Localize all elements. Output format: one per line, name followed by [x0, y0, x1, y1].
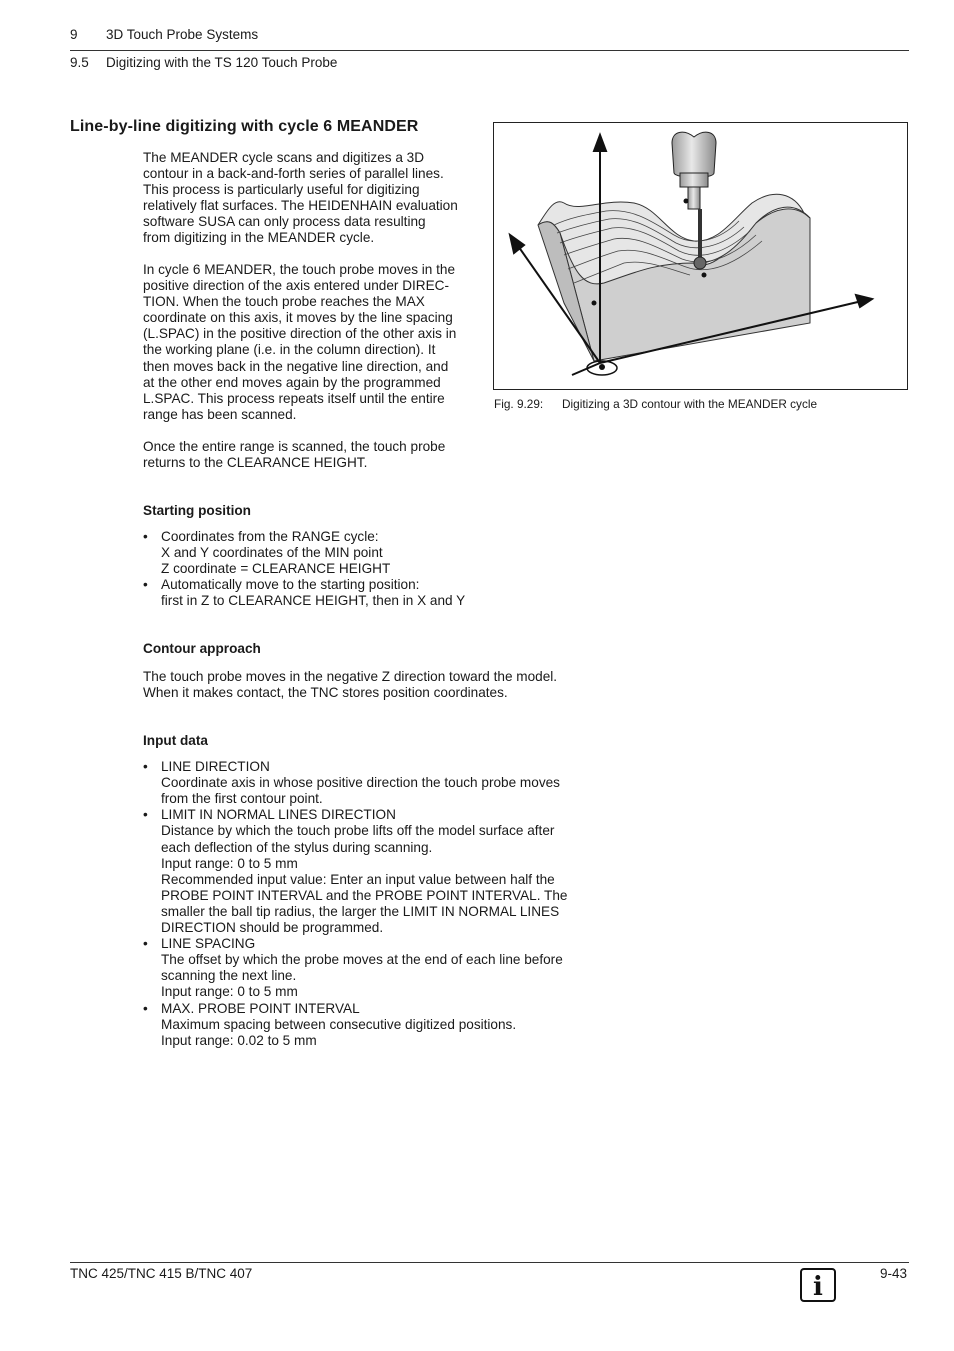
text-line: LINE SPACING: [161, 936, 256, 952]
bullet-icon: •: [143, 807, 148, 823]
input-data-list: [143, 759, 623, 1049]
text-line: each deflection of the stylus during scanning.: [161, 839, 433, 855]
text-line: range has been scanned.: [143, 406, 297, 422]
section-title: Digitizing with the TS 120 Touch Probe: [106, 55, 338, 70]
text-line: This process is particularly useful for digitizing: [143, 182, 420, 198]
page-number: 9-43: [880, 1266, 908, 1281]
section-number: 9.5: [70, 55, 89, 70]
bullet-icon: •: [143, 577, 148, 593]
text-line: Input range: 0.02 to 5 mm: [161, 1032, 317, 1048]
text-line: When it makes contact, the TNC stores position coordinates.: [143, 685, 508, 701]
text-line: relatively flat surfaces. The HEIDENHAIN evaluation: [143, 198, 458, 214]
text-line: DIRECTION should be programmed.: [161, 920, 384, 936]
text-line: Coordinates from the RANGE cycle:: [161, 529, 379, 545]
text-line: PROBE POINT INTERVAL and the PROBE POINT INTERVAL. The: [161, 887, 568, 903]
page-title: Line-by-line digitizing with cycle 6 MEANDER: [70, 118, 419, 135]
text-line: MAX. PROBE POINT INTERVAL: [161, 1000, 360, 1016]
footer-divider: [70, 1262, 909, 1263]
figure-caption-text: Digitizing a 3D contour with the MEANDER cycle: [562, 397, 818, 411]
text-line: Distance by which the touch probe lifts off the model surface after: [161, 823, 555, 839]
text-line: then moves back in the negative line direction, and: [143, 358, 449, 374]
text-line: The MEANDER cycle scans and digitizes a 3D: [143, 150, 425, 165]
text-line: smaller the ball tip radius, the larger the LIMIT IN NORMAL LINES: [161, 903, 560, 919]
chapter-header: [70, 27, 258, 42]
text-line: TION. When the touch probe reaches the MAX: [143, 294, 425, 310]
text-line: from the first contour point.: [161, 791, 323, 807]
input-data-section: [143, 733, 623, 1049]
text-line: from digitizing in the MEANDER cycle.: [143, 230, 375, 246]
text-line: Maximum spacing between consecutive digitized positions.: [161, 1016, 517, 1032]
text-line: Once the entire range is scanned, the touch probe: [143, 439, 446, 454]
starting-position-section: [143, 503, 623, 610]
text-line: first in Z to CLEARANCE HEIGHT, then in X and Y: [161, 593, 466, 609]
list-item: [143, 936, 623, 1000]
text-line: at the other end moves again by the programmed: [143, 374, 441, 390]
bullet-icon: •: [143, 529, 148, 545]
text-line: scanning the next line.: [161, 968, 297, 984]
text-line: software SUSA can only process data resulting: [143, 214, 426, 230]
text-line: Input range: 0 to 5 mm: [161, 855, 298, 871]
header-divider: [70, 50, 909, 51]
text-line: Recommended input value: Enter an input value between half the: [161, 871, 555, 887]
cycle-paragraph: [143, 262, 488, 423]
footer-model: TNC 425/TNC 415 B/TNC 407: [70, 1266, 253, 1281]
section-heading: Starting position: [143, 503, 251, 518]
meander-figure: [493, 122, 908, 390]
list-item: [143, 759, 623, 807]
figure-caption: [494, 397, 817, 411]
text-line: LIMIT IN NORMAL LINES DIRECTION: [161, 807, 396, 823]
text-line: (L.SPAC) in the positive direction of the other axis in: [143, 326, 457, 342]
text-line: Input range: 0 to 5 mm: [161, 984, 298, 1000]
text-line: X and Y coordinates of the MIN point: [161, 545, 383, 561]
text-line: coordinate on this axis, it moves by the line spacing: [143, 310, 453, 326]
list-item: [143, 807, 623, 936]
info-icon: [800, 1268, 836, 1302]
figure-label: Fig. 9.29:: [494, 397, 544, 411]
text-line: The touch probe moves in the negative Z direction toward the model.: [143, 669, 558, 685]
meander-illustration: [494, 123, 907, 389]
text-line: L.SPAC. This process repeats itself until the entire: [143, 390, 445, 406]
list-item: [143, 577, 623, 609]
text-line: the working plane (i.e. in the column direction). It: [143, 342, 436, 358]
text-line: In cycle 6 MEANDER, the touch probe moves in the: [143, 262, 456, 277]
list-item: [143, 529, 623, 577]
text-line: LINE DIRECTION: [161, 759, 270, 775]
contour-approach-section: [143, 641, 623, 701]
chapter-number: 9: [70, 27, 78, 42]
text-line: Automatically move to the starting position:: [161, 577, 420, 593]
text-line: returns to the CLEARANCE HEIGHT.: [143, 455, 368, 471]
section-heading: Contour approach: [143, 641, 261, 656]
contour-approach-paragraph: [143, 669, 623, 701]
bullet-icon: •: [143, 936, 148, 952]
list-item: [143, 1001, 623, 1049]
text-line: contour in a back-and-forth series of parallel lines.: [143, 166, 444, 182]
text-line: Z coordinate = CLEARANCE HEIGHT: [161, 561, 391, 577]
info-glyph-text: i: [813, 1272, 823, 1300]
section-header: [70, 55, 337, 70]
chapter-title: 3D Touch Probe Systems: [106, 27, 259, 42]
return-paragraph: [143, 439, 488, 471]
text-line: The offset by which the probe moves at the end of each line before: [161, 952, 563, 968]
bullet-icon: •: [143, 759, 148, 775]
bullet-icon: •: [143, 1000, 148, 1016]
intro-paragraph: [143, 150, 488, 247]
text-line: Coordinate axis in whose positive direction the touch probe moves: [161, 775, 560, 791]
starting-position-list: [143, 529, 623, 609]
text-line: positive direction of the axis entered under DIREC-: [143, 278, 450, 294]
section-heading: Input data: [143, 733, 208, 748]
info-icon-glyph: [802, 1270, 834, 1300]
